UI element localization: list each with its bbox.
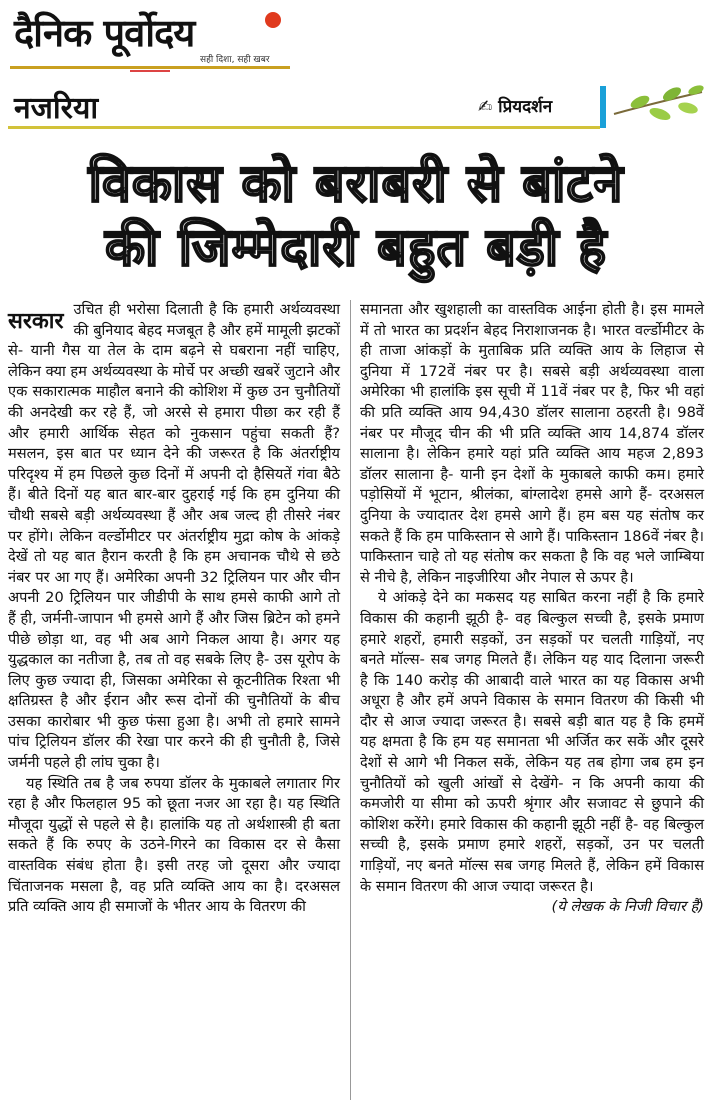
article-paragraph: ये आंकड़े देने का मकसद यह साबित करना नहीं है कि हमारे विकास की कहानी झूठी है- वह बिल्कुल सच्ची है, इसके प्रमाण हमारे शहरों, हमारी सड़कों, उन सड़कों पर चलती गाड़ियों, नए बनते मॉल्स- सब जगह मिलते हैं। लेकिन यह याद दिलाना जरूरी है कि 140 करोड़ की आबादी वाले भारत का यह विकास अभी अधूरा है और हमें अपने विकास के समान वितरण की किसी भी दौर से आज ज्यादा जरूरत है। सबसे बड़ी बात यह है कि हममें यह क्षमता है कि हम यह समानता भी अर्जित कर सकें और दूसरे देशों से आगे भी निकल सकें, लेकिन यह तब होगा जब हम इन चुनौतियों को खुली आंखों से देखेंगे- न कि अपनी काया की कमजोरी या सीमा को ऊपरी श्रृंगार और सजावट से छुपाने की कोशिश करेंगे। हमारे विकास की कहानी झूठी नहीं है- वह बिल्कुल सच्ची है, इसके प्रमाण हमारे शहरों, सड़कों, उन पर चलती गाड़ियों, नए बनते मॉल्स सब जगह मिलते हैं, लेकिन हमें विकास के समान वितरण की आज ज्यादा जरूरत है।	[360, 589, 704, 895]
article-paragraph: यह स्थिति तब है जब रुपया डॉलर के मुकाबले लगातार गिर रहा है और फिलहाल 95 को छूता नजर आ रहा है। यह स्थिति मौजूदा युद्धों से पहले से है। हालांकि यह तो अर्थशास्त्री ही बता सकते हैं कि रुपए के उठने-गिरने का विकास दर से कैसा वास्तविक संबंध होता है। इसी तरह जो दूसरा और ज्यादा चिंताजनक मसला है, वह प्रति व्यक्ति आय का है। दरअसल प्रति व्यक्ति आय ही समाजों के भीतर आय के वितरण की	[8, 774, 340, 916]
column-divider	[350, 300, 351, 1100]
article-paragraph: उचित ही भरोसा दिलाती है कि हमारी अर्थव्यवस्था की बुनियाद बेहद मजबूत है और हमें मामूली झटकों से- यानी गैस या तेल के दाम बढ़ने से घबराना नहीं चाहिए, लेकिन क्या हम अर्थव्यवस्था के मोर्चे पर अच्छी खबरें जुटाने और एक सकारात्मक माहौल बनाने की कोशिश में कुछ उन चुनौतियों की अनदेखी कर रहे हैं, जो अरसे से हमारा पीछा कर रही हैं और हमारी आर्थिक सेहत को नुकसान पहुंचा सकती हैं? मसलन, इस बात पर ध्यान देने की जरूरत है कि अंतर्राष्ट्रीय परिदृश्य में हम पिछले कुछ दिनों में अपनी दो हैसियतें गंवा बैठे हैं। बीते दिनों यह बात बार-बार दुहराई गई कि हम दुनिया की चौथी सबसे बड़ी अर्थव्यवस्था हैं और अब जल्द ही तीसरे नंबर पर होंगे। लेकिन वर्ल्डोमीटर पर अंतर्राष्ट्रीय मुद्रा कोष के आंकड़े देखें तो यह बात हैरान करती है कि हम अचानक चौथे से छठे नंबर पर आ गए हैं। अमेरिका अपनी 32 ट्रिलियन पार और चीन अपनी 20 ट्रिलियन पार जीडीपी के साथ हमसे काफी आगे तो हैं ही, जर्मनी-जापान भी हमसे आगे हैं और जिस ब्रिटेन को हमने पीछे छोड़ा था, वह भी अब आगे निकल आया है। अगर यह युद्धकाल का नतीजा है, तब तो वह सबके लिए है- उस यूरोप के लिए कुछ ज्यादा ही, जिसका अमेरिका से कूटनीतिक रिश्ता भी क्षतिग्रस्त है और ईरान और रूस दोनों की चुनौतियों के बीच उसका कारोबार भी कुछ फंसा हुआ है। अभी तो हमारे सामने पांच ट्रिलियन डॉलर की रेखा पार करने की ही चुनौती है, जिसे जर्मनी पहले ही लांघ चुका है।	[8, 301, 340, 772]
masthead	[10, 6, 290, 72]
masthead-rule-accent	[130, 70, 170, 72]
article-paragraph: समानता और खुशहाली का वास्तविक आईना होती है। इस मामले में तो भारत का प्रदर्शन बेहद निराशाजनक है। भारत वर्ल्डोमीटर के ही ताजा आंकड़ों के मुताबिक प्रति व्यक्ति आय के लिहाज से दुनिया में 172वें नंबर पर है। सबसे बड़ी अर्थव्यवस्था वाला अमेरिका भी हालांकि इस सूची में 11वें नंबर पर है, फिर भी वहां की प्रति व्यक्ति आय 94,430 डॉलर सालाना ठहरती है। 98वें नंबर पर मौजूद चीन की भी प्रति व्यक्ति आय 14,874 डॉलर सालाना है। लेकिन हमारे यहां प्रति व्यक्ति आय महज 2,893 डॉलर सालाना है- यानी इन देशों के मुकाबले काफी कम। हमारे पड़ोसियों में भूटान, श्रीलंका, बांग्लादेश हमसे आगे हैं- दरअसल दुनिया के ज्यादातर देश हमसे आगे हैं। हम बस यह संतोष कर सकते हैं कि हम पाकिस्तान से आगे हैं। पाकिस्तान 186वें नंबर है। पाकिस्तान चाहे तो यह संतोष कर सकता है कि वह भले जाम्बिया से नीचे है, लेकिन नाइजीरिया और नेपाल से ऊपर है।	[360, 301, 704, 586]
newspaper-name: दैनिक पूर्वोदय	[14, 11, 195, 55]
headline-line-2: की जिम्मेदारी बहुत बड़ी है	[105, 218, 607, 278]
logo-dot-icon	[265, 12, 281, 28]
author-label: प्रियदर्शन	[498, 97, 553, 117]
leaf-decoration-icon	[610, 84, 706, 130]
author-name	[478, 94, 552, 117]
article-column-left	[8, 300, 340, 918]
article-kicker: सरकार	[8, 309, 64, 334]
masthead-rule	[10, 66, 290, 69]
article-column-right	[360, 300, 704, 918]
newspaper-tagline: सही दिशा, सही खबर	[200, 55, 270, 65]
headline-line-1: विकास को बराबरी से बांटने	[88, 154, 624, 214]
author-disclaimer: (ये लेखक के निजी विचार हैं)	[551, 898, 704, 916]
section-title: नजरिया	[14, 91, 99, 126]
section-accent-bar	[600, 86, 606, 128]
pen-icon: ✍	[478, 97, 499, 117]
